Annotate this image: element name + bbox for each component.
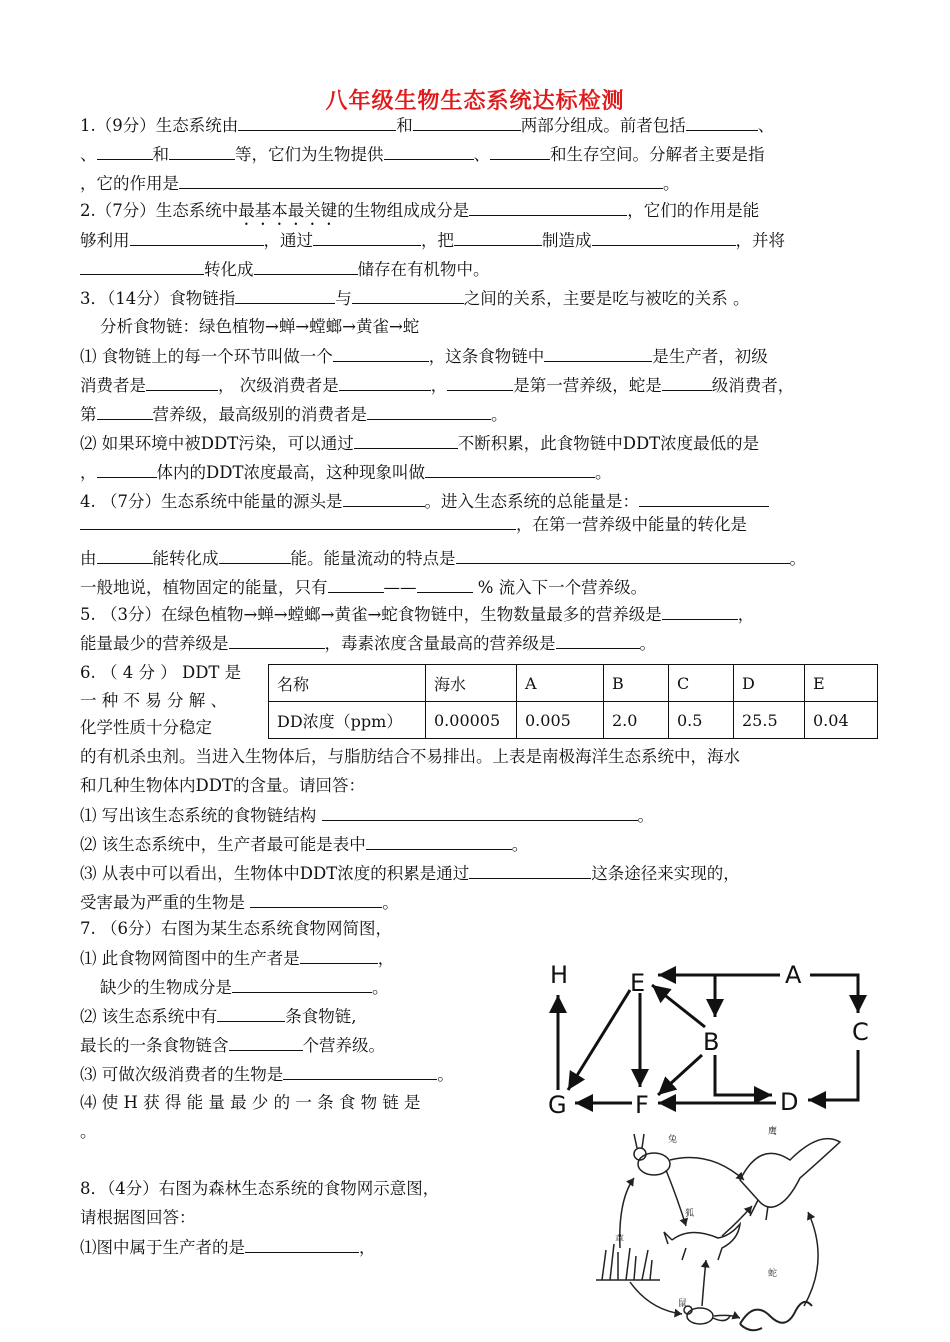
q2-line3: 转化成 储存在有机物中。 <box>80 258 490 281</box>
q7-line2: ⑴ 此食物网简图中的生产者是 ， <box>80 949 395 968</box>
blank[interactable] <box>366 833 512 850</box>
blank[interactable] <box>454 229 542 246</box>
q3-line1: 3．（14分）食物链指 与 之间的关系，主要是吃与被吃的关系 。 <box>80 289 750 308</box>
node-D: D <box>780 1088 799 1116</box>
q4-line2: ，在第一营养级中能量的转化是 <box>80 513 747 536</box>
node-A: A <box>785 961 802 989</box>
blank[interactable] <box>169 143 235 160</box>
blank[interactable] <box>80 513 516 530</box>
blank[interactable] <box>490 143 550 160</box>
blank[interactable] <box>238 114 396 131</box>
table-header-row <box>269 665 878 702</box>
blank[interactable] <box>179 172 663 189</box>
ddt-table <box>268 664 878 739</box>
blank[interactable] <box>130 229 264 246</box>
q5-line2: 能量最少的营养级是 ，毒素浓度含量最高的营养级是 。 <box>80 634 656 653</box>
blank[interactable] <box>354 432 458 449</box>
blank[interactable] <box>80 258 204 275</box>
node-B: B <box>703 1028 720 1056</box>
table-cell: 0.5 <box>669 702 734 739</box>
blank[interactable] <box>469 199 627 216</box>
blank[interactable] <box>232 976 372 993</box>
blank[interactable] <box>283 1063 437 1080</box>
node-G: G <box>548 1091 567 1119</box>
edge-e-g <box>568 990 630 1090</box>
blank[interactable] <box>662 603 738 620</box>
blank[interactable] <box>217 1005 285 1022</box>
label-grass: 草 <box>615 1235 625 1245</box>
blank[interactable] <box>639 490 769 507</box>
label-rabbit: 兔 <box>668 1135 678 1145</box>
edge-b-d <box>715 1055 772 1095</box>
q7-line1: 7. （6分）右图为某生态系统食物网简图， <box>80 919 392 938</box>
q6-sub3: ⑶ 从表中可以看出，生物体中DDT浓度的积累是通过 这条途径来实现的， <box>80 864 740 883</box>
table-cell: 2.0 <box>604 702 669 739</box>
edge-b-e <box>652 985 705 1027</box>
q3-line3: ⑴ 食物链上的每一个环节叫做一个 ，这条食物链中 是生产者，初级 <box>80 347 768 366</box>
blank[interactable] <box>235 287 335 304</box>
blank[interactable] <box>322 804 638 821</box>
q6-line3: 化学性质十分稳定 <box>80 718 212 737</box>
blank[interactable] <box>384 143 474 160</box>
q7-line4: ⑵ 该生态系统中有 条食物链, <box>80 1007 357 1026</box>
table-cell: D <box>734 665 805 702</box>
blank[interactable] <box>313 229 421 246</box>
q6-line4: 的有机杀虫剂。当进入生物体后，与脂肪结合不易排出。上表是南极海洋生态系统中，海水 <box>80 747 740 766</box>
blank[interactable] <box>229 632 325 649</box>
q6-sub2: ⑵ 该生态系统中，生产者最可能是表中 。 <box>80 835 529 854</box>
q2-line1: 2.（7分）生态系统中最基本最关键的生物组成成分是 ，它们的作用是能 <box>80 201 760 220</box>
blank[interactable] <box>339 374 431 391</box>
table-cell: E <box>805 665 878 702</box>
table-row <box>269 702 878 739</box>
grass-icon <box>596 1244 660 1280</box>
q6-sub4: 受害最为严重的生物是 。 <box>80 893 399 912</box>
q1-line1: 1.（9分）生态系统由 和 两部分组成。前者包括 、 <box>80 116 775 135</box>
blank[interactable] <box>343 490 425 507</box>
node-E: E <box>630 969 646 997</box>
blank[interactable] <box>97 403 153 420</box>
blank[interactable] <box>219 547 291 564</box>
table-cell: B <box>604 665 669 702</box>
blank[interactable] <box>686 114 758 131</box>
blank[interactable] <box>413 114 521 131</box>
q6-line1: 6. （ 4 分 ） DDT 是 <box>80 663 242 682</box>
q3-line7: ， 体内的DDT浓度最高，这种现象叫做 。 <box>80 463 612 482</box>
node-H: H <box>550 961 569 989</box>
blank[interactable] <box>592 229 736 246</box>
table-cell: 0.04 <box>805 702 878 739</box>
table-cell: 25.5 <box>734 702 805 739</box>
blank[interactable] <box>456 547 790 564</box>
edge-c-d <box>808 1050 858 1100</box>
blank[interactable] <box>544 345 652 362</box>
q6-line2: 一 种 不 易 分 解 、 <box>80 691 227 710</box>
forest-food-web-figure <box>590 1120 860 1342</box>
q8-line3: ⑴图中属于生产者的是 ， <box>80 1238 376 1257</box>
label-snake: 蛇 <box>768 1269 778 1279</box>
q8-line1: 8．（4分）右图为森林生态系统的食物网示意图， <box>80 1179 440 1198</box>
rabbit-icon <box>634 1134 670 1175</box>
edge-b-f <box>658 1055 702 1095</box>
q4-line3: 由 能转化成 能。能量流动的特点是 。 <box>80 549 806 568</box>
table-cell: 海水 <box>426 665 517 702</box>
table-cell: 0.005 <box>517 702 604 739</box>
label-fox: 狐 <box>685 1209 695 1219</box>
label-mouse: 鼠 <box>678 1299 688 1309</box>
q3-line5: 第 营养级，最高级别的消费者是 。 <box>80 405 508 424</box>
q7-line6: ⑶ 可做次级消费者的生物是 。 <box>80 1065 454 1084</box>
blank[interactable] <box>97 547 153 564</box>
blank[interactable] <box>245 1236 359 1253</box>
blank[interactable] <box>352 287 464 304</box>
table-cell: DD浓度（ppm） <box>269 702 426 739</box>
table-cell: 0.00005 <box>426 702 517 739</box>
table-cell: 名称 <box>269 665 426 702</box>
q4-line1: 4. （7分）生态系统中能量的源头是 。进入生态系统的总能量是： <box>80 490 769 513</box>
q6-line5: 和几种生物体内DDT的含量。请回答： <box>80 776 365 795</box>
blank[interactable] <box>556 632 640 649</box>
blank[interactable] <box>300 947 378 964</box>
blank[interactable] <box>97 461 157 478</box>
q2-line2: 够利用 ，通过 ，把 制造成 ，并将 <box>80 231 785 250</box>
q3-line6: ⑵ 如果环境中被DDT污染，可以通过 不断积累，此食物链中DDT浓度最低的是 <box>80 434 760 453</box>
blank[interactable] <box>250 891 382 908</box>
snake-icon <box>740 1302 812 1330</box>
blank[interactable] <box>367 403 491 420</box>
q3-line4: 消费者是 ， 次级消费者是 ， 是第一营养级，蛇是 级消费者， <box>80 376 795 395</box>
blank[interactable] <box>328 576 384 593</box>
q1-line2: 、 和 等，它们为生物提供 、 和生存空间。分解者主要是指 <box>80 145 765 164</box>
q7-line8: 。 <box>80 1122 97 1141</box>
blank[interactable] <box>447 374 513 391</box>
node-C: C <box>852 1018 869 1046</box>
q8-line2: 请根据图回答： <box>80 1208 196 1227</box>
label-eagle: 鹰 <box>768 1127 778 1137</box>
q4-line4: 一般地说，植物固定的能量，只有 —— % 流入下一个营养级。 <box>80 578 648 597</box>
q5-line1: 5. （3分）在绿色植物→蝉→螳螂→黄雀→蛇食物链中，生物数量最多的营养级是 ， <box>80 605 755 624</box>
table-cell: A <box>517 665 604 702</box>
q7-line7: ⑷ 使 H 获 得 能 量 最 少 的 一 条 食 物 链 是 <box>80 1093 421 1112</box>
blank[interactable] <box>469 862 591 879</box>
edge-a-c <box>810 975 858 1013</box>
blank[interactable] <box>229 1034 303 1051</box>
blank[interactable] <box>97 143 153 160</box>
page-title: 八年级生物生态系统达标检测 <box>325 89 625 114</box>
q7-line3: 缺少的生物成分是 。 <box>100 978 389 997</box>
blank[interactable] <box>254 258 358 275</box>
q6-sub1: ⑴ 写出该生态系统的食物链结构 。 <box>80 806 654 825</box>
q7-line5: 最长的一条食物链含 个营养级。 <box>80 1036 385 1055</box>
table-cell: C <box>669 665 734 702</box>
node-F: F <box>635 1091 649 1119</box>
food-web-diagram <box>540 955 880 1125</box>
blank[interactable] <box>425 461 595 478</box>
blank[interactable] <box>662 374 712 391</box>
blank[interactable] <box>333 345 429 362</box>
q1-line3: ，它的作用是 。 <box>80 174 680 193</box>
blank[interactable] <box>417 576 473 593</box>
blank[interactable] <box>146 374 218 391</box>
eagle-icon <box>740 1139 840 1220</box>
q3-food-chain: 分析食物链：绿色植物→蝉→螳螂→黄雀→蛇 <box>100 317 420 336</box>
